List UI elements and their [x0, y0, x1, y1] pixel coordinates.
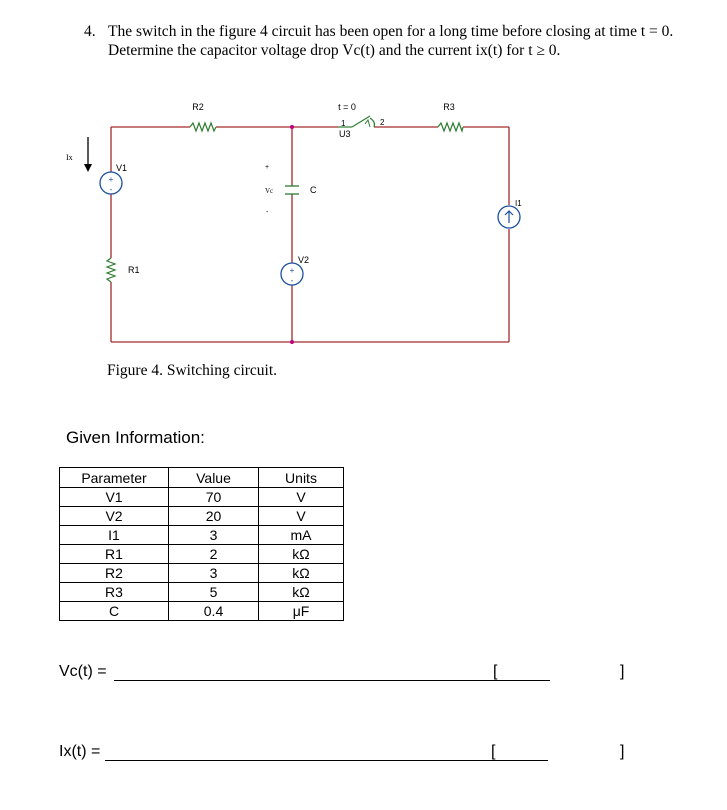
v2-plus: +	[289, 266, 295, 275]
problem-number: 4.	[84, 23, 96, 40]
figure-caption: Figure 4. Switching circuit.	[107, 362, 278, 379]
cell-value: 3	[169, 526, 259, 545]
cell-units: mA	[259, 526, 344, 545]
table-row	[60, 602, 344, 621]
table-row	[60, 526, 344, 545]
v1-minus: -	[109, 185, 113, 194]
vc-plus-label: +	[265, 164, 270, 171]
cell-value: 20	[169, 507, 259, 526]
v1-label: V1	[116, 163, 128, 173]
r3-resistor	[438, 123, 463, 131]
r3-label: R3	[443, 102, 455, 112]
header-parameter: Parameter	[60, 468, 169, 488]
r1-label: R1	[128, 265, 140, 275]
ix-answer-blank[interactable]	[105, 760, 548, 761]
ix-arrow	[84, 137, 92, 172]
table-row	[60, 583, 344, 602]
table-row	[60, 564, 344, 583]
table-row	[60, 545, 344, 564]
vc-unit-open-bracket: [	[493, 663, 498, 680]
r2-resistor	[190, 123, 216, 131]
v2-minus: -	[290, 276, 294, 285]
cell-value: 70	[169, 488, 259, 507]
table-row	[60, 507, 344, 526]
parameter-table	[59, 467, 344, 621]
cell-parameter: I1	[60, 526, 169, 545]
vc-answer-label: Vc(t) =	[59, 663, 107, 680]
header-value: Value	[169, 468, 259, 488]
capacitor-label: C	[310, 185, 317, 195]
cell-units: V	[259, 507, 344, 526]
r2-label: R2	[192, 102, 204, 112]
circuit-wires	[108, 127, 509, 342]
cell-units: V	[259, 488, 344, 507]
cell-value: 2	[169, 545, 259, 564]
cell-units: μF	[259, 602, 344, 621]
header-units: Units	[259, 468, 344, 488]
table-header-row	[60, 468, 344, 488]
vc-minus-label: -	[266, 209, 269, 216]
cell-units: kΩ	[259, 564, 344, 583]
r1-resistor	[107, 258, 115, 282]
ix-answer-label: Ix(t) =	[59, 743, 101, 760]
cell-parameter: R2	[60, 564, 169, 583]
capacitor-c	[285, 186, 299, 194]
node-top	[290, 125, 294, 129]
table-row	[60, 488, 344, 507]
v2-source	[281, 263, 303, 285]
i1-label: I1	[515, 199, 522, 208]
switch-name-label: U3	[339, 129, 351, 139]
vc-label: Vc	[265, 187, 274, 195]
i1-source	[498, 206, 520, 228]
cell-parameter: R1	[60, 545, 169, 564]
cell-value: 5	[169, 583, 259, 602]
cell-value: 0.4	[169, 602, 259, 621]
given-heading: Given Information:	[66, 428, 205, 447]
switch-pin2-label: 2	[380, 118, 385, 127]
cell-units: kΩ	[259, 545, 344, 564]
cell-units: kΩ	[259, 583, 344, 602]
switch-pin1-label: 1	[341, 119, 346, 128]
v1-source	[100, 172, 122, 194]
cell-parameter: R3	[60, 583, 169, 602]
cell-value: 3	[169, 564, 259, 583]
vc-answer-blank[interactable]	[114, 680, 550, 681]
node-bottom	[290, 340, 294, 344]
cell-parameter: V1	[60, 488, 169, 507]
vc-unit-close-bracket: ]	[620, 663, 625, 680]
circuit-diagram	[0, 0, 727, 400]
v1-plus: +	[108, 175, 114, 184]
ix-unit-open-bracket: [	[491, 743, 496, 760]
cell-parameter: C	[60, 602, 169, 621]
problem-text: The switch in the figure 4 circuit has been open for a long time before closing at time t = 0. Determine the capacitor voltage drop Vc(t) and the current ix(t) for t ≥ 0.	[108, 23, 674, 59]
cell-parameter: V2	[60, 507, 169, 526]
ix-unit-close-bracket: ]	[620, 743, 625, 760]
v2-label: V2	[298, 255, 310, 265]
ix-label: Ix	[66, 153, 73, 162]
switch-time-label: t = 0	[338, 102, 356, 112]
